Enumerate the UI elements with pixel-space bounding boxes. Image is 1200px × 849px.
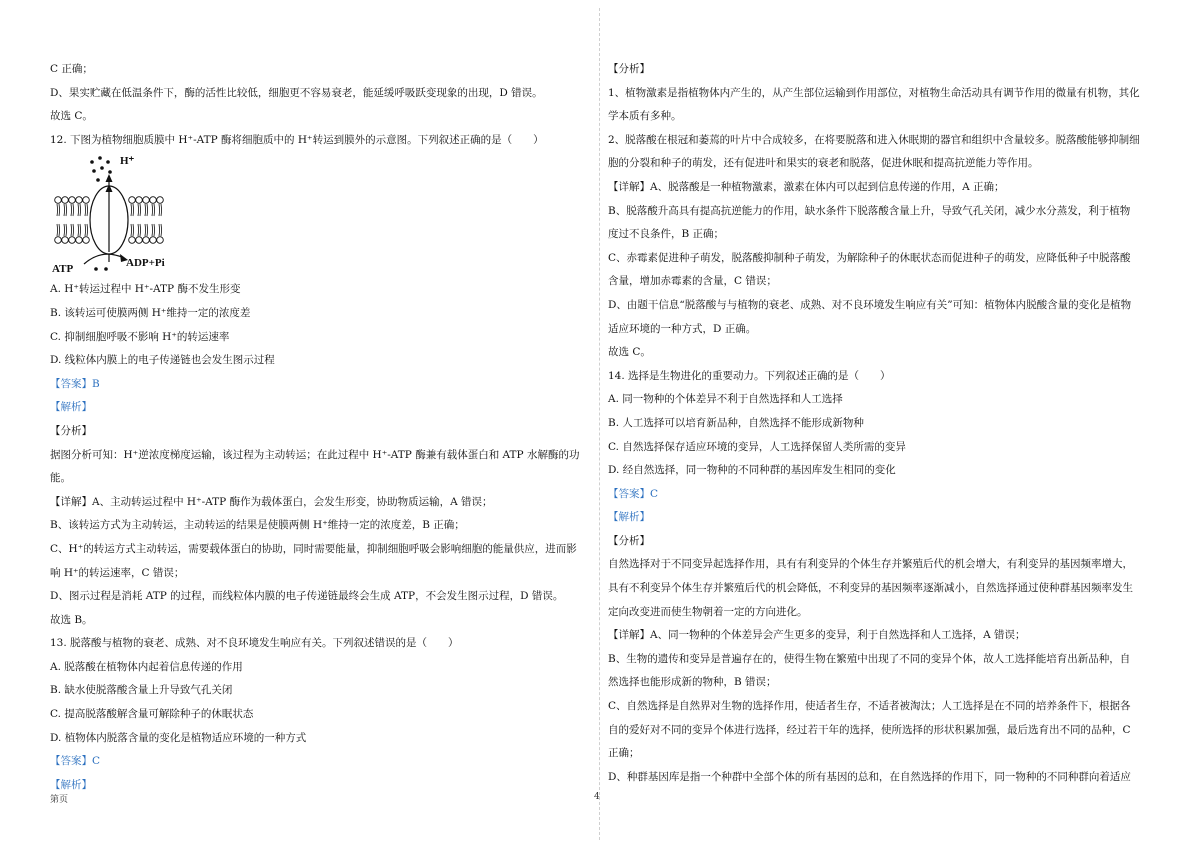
page-number: 4 — [594, 792, 600, 802]
answer-tag: 【答案】B — [50, 377, 100, 390]
text-line: 【详解】A、脱落酸是一种植物激素，激素在体内可以起到信息传递的作用，A 正确； — [608, 180, 1005, 193]
text-line: 据图分析可知：H⁺逆浓度梯度运输，该过程为主动转运；在此过程中 H⁺-ATP 酶兼有载体蛋白和 ATP 水解酶的功 — [50, 448, 580, 461]
question-14-stem: 14. 选择是生物进化的重要动力。下列叙述正确的是（ ） — [608, 369, 891, 382]
text-line: 能。 — [50, 472, 71, 485]
option-b: B. 人工选择可以培育新品种，自然选择不能形成新物种 — [608, 416, 864, 429]
text-line: 故选 C。 — [608, 346, 651, 359]
text-line: 2、脱落酸在根冠和萎蔫的叶片中合成较多，在将要脱落和进入休眠期的器官和组织中含量较多。脱落酸能够抑制细 — [608, 133, 1140, 146]
option-d: D. 线粒体内膜上的电子传递链也会发生图示过程 — [50, 354, 275, 367]
text-line: D、图示过程是消耗 ATP 的过程，而线粒体内膜的电子传递链最终会生成 ATP，不会发生图示过程，D 错误。 — [50, 590, 564, 603]
question-12-stem: 12. 下图为植物细胞质膜中 H⁺-ATP 酶将细胞质中的 H⁺转运到膜外的示意图。下列叙述正确的是（ ） — [50, 133, 544, 146]
text-line: 【详解】A、主动转运过程中 H⁺-ATP 酶作为载体蛋白，会发生形变，协助物质运输，A 错误； — [50, 495, 493, 508]
page-divider — [599, 8, 600, 840]
text-line: 故选 C。 — [50, 110, 93, 123]
right-column — [608, 58, 1148, 789]
text-line: C、自然选择是自然界对生物的选择作用，使适者生存，不适者被淘汰；人工选择是在不同的培养条件下，根据各 — [608, 700, 1131, 713]
text-line: 自然选择对于不同变异起选择作用，具有有利变异的个体生存并繁殖后代的机会增大，有利变异的基因频率增大， — [608, 558, 1133, 571]
option-c: C. 自然选择保存适应环境的变异，人工选择保留人类所需的变异 — [608, 440, 906, 453]
proton-label: H⁺ — [120, 155, 135, 168]
text-line: 故选 B。 — [50, 613, 93, 626]
page-label: 第页 — [50, 795, 69, 805]
text-line: C、赤霉素促进种子萌发，脱落酸抑制种子萌发，为解除种子的休眠状态而促进种子的萌发，应降低种子中脱落酸 — [608, 251, 1131, 264]
option-d: D. 经自然选择，同一物种的不同种群的基因库发生相同的变化 — [608, 464, 896, 477]
option-a: A. 脱落酸在植物体内起着信息传递的作用 — [50, 660, 243, 673]
answer-tag: 【答案】C — [608, 487, 659, 500]
fenxi-tag: 【分析】 — [50, 424, 92, 437]
fenxi-tag: 【分析】 — [608, 534, 650, 547]
text-line: B、该转运方式为主动转运，主动转运的结果是使膜两侧 H⁺维持一定的浓度差，B 正确； — [50, 519, 465, 532]
option-b: B. 缺水使脱落酸含量上升导致气孔关闭 — [50, 684, 233, 697]
text-line: 定向改变进而使生物朝着一定的方向进化。 — [608, 605, 808, 618]
question-13-stem: 13. 脱落酸与植物的衰老、成熟、对不良环境发生响应有关。下列叙述错误的是（ ） — [50, 637, 459, 650]
text-line: 自的爱好对不同的变异个体进行选择，经过若干年的选择，使所选择的形状积累加强，最后选育出不同的品种，C — [608, 723, 1131, 736]
left-column — [50, 58, 590, 797]
text-line: B、脱落酸升高具有提高抗逆能力的作用，缺水条件下脱落酸含量上升，导致气孔关闭，减少水分蒸发，利于植物 — [608, 204, 1131, 217]
text-line: B、生物的遗传和变异是普遍存在的，使得生物在繁殖中出现了不同的变异个体，故人工选择能培育出新品种，自 — [608, 652, 1131, 665]
text-line: D、果实贮藏在低温条件下，酶的活性比较低，细胞更不容易衰老，能延缓呼吸跃变现象的出现，D 错误。 — [50, 86, 543, 99]
membrane-figure — [52, 154, 192, 276]
text-line: D、由题干信息“脱落酸与与植物的衰老、成熟、对不良环境发生响应有关”可知：植物体内脱酸含量的变化是植物 — [608, 298, 1132, 311]
text-line: C 正确； — [50, 63, 93, 75]
text-line: 胞的分裂和种子的萌发，还有促进叶和果实的衰老和脱落，促进休眠和提高抗逆能力等作用。 — [608, 157, 1039, 170]
adp-pi-label: ADP+Pi — [126, 257, 165, 270]
text-line: 然选择也能形成新的物种，B 错误； — [608, 676, 777, 689]
option-a: A. 同一物种的个体差异不利于自然选择和人工选择 — [608, 393, 843, 406]
option-d: D. 植物体内脱落含量的变化是植物适应环境的一种方式 — [50, 731, 307, 744]
answer-tag: 【答案】C — [50, 755, 101, 768]
text-line: 正确； — [608, 747, 640, 760]
jiexi-tag: 【解析】 — [50, 778, 92, 791]
option-c: C. 抑制细胞呼吸不影响 H⁺的转运速率 — [50, 330, 230, 343]
membrane-transport-diagram — [52, 154, 192, 276]
option-a: A. H⁺转运过程中 H⁺-ATP 酶不发生形变 — [50, 283, 241, 296]
text-line: 度过不良条件，B 正确； — [608, 228, 725, 241]
text-line: 具有不利变异个体生存并繁殖后代的机会降低，不利变异的基因频率逐渐减小，自然选择通过使种群基因频率发生 — [608, 582, 1133, 595]
jiexi-tag: 【解析】 — [50, 401, 92, 414]
fenxi-tag: 【分析】 — [608, 63, 650, 75]
text-line: 1、植物激素是指植物体内产生的，从产生部位运输到作用部位，对植物生命活动具有调节作用的微量有机物，其化 — [608, 86, 1140, 99]
text-line: 【详解】A、同一物种的个体差异会产生更多的变异，利于自然选择和人工选择，A 错误； — [608, 629, 1026, 642]
text-line: 含量，增加赤霉素的含量，C 错误； — [608, 275, 777, 288]
text-line: 学本质有多种。 — [608, 110, 682, 123]
atp-label: ATP — [52, 263, 74, 276]
text-line: C、H⁺的转运方式主动转运，需要载体蛋白的协助，同时需要能量，抑制细胞呼吸会影响细胞的能量供应，进而影 — [50, 542, 577, 555]
option-b: B. 该转运可使膜两侧 H⁺维持一定的浓度差 — [50, 306, 251, 319]
text-line: 适应环境的一种方式，D 正确。 — [608, 322, 757, 335]
text-line: 响 H⁺的转运速率，C 错误； — [50, 566, 185, 579]
option-c: C. 提高脱落酸解含量可解除种子的休眠状态 — [50, 708, 254, 721]
text-line: D、种群基因库是指一个种群中全部个体的所有基因的总和，在自然选择的作用下，同一物种的不同种群向着适应 — [608, 770, 1131, 783]
jiexi-tag: 【解析】 — [608, 511, 650, 524]
